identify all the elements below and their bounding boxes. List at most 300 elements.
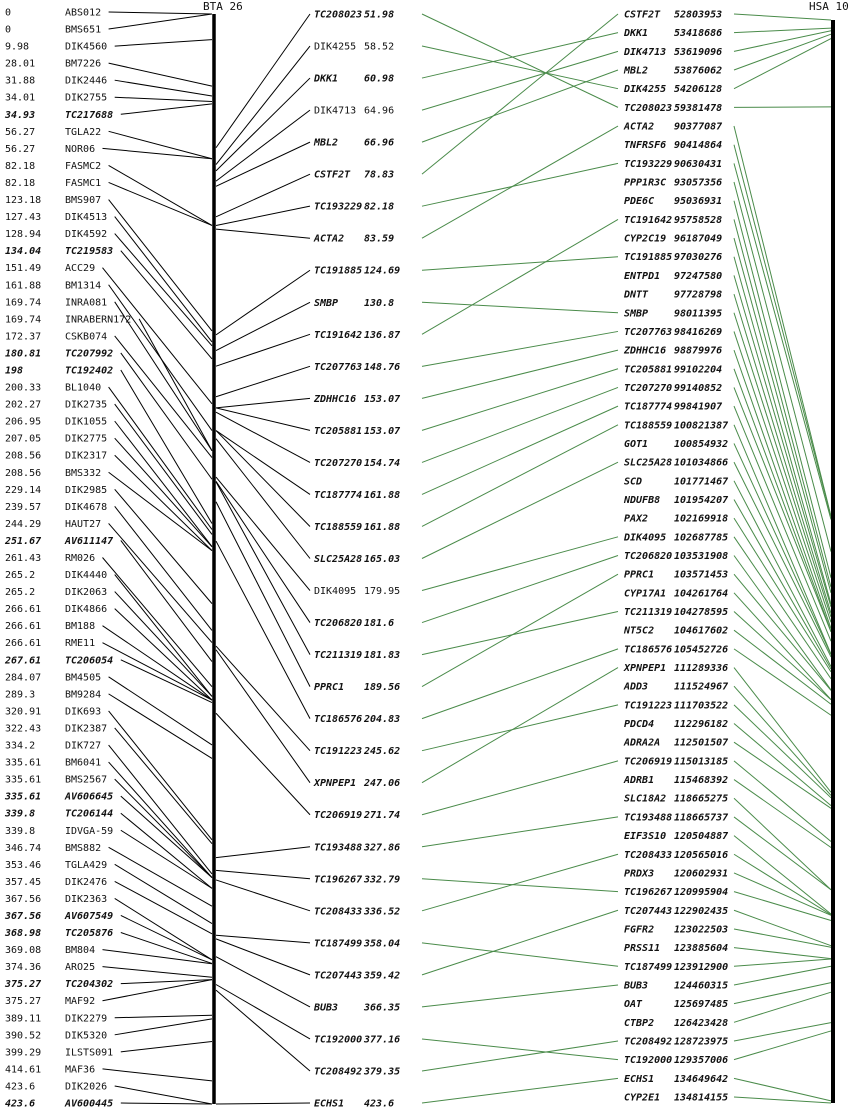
map-gene-name: TC186576	[314, 714, 363, 726]
map-position-line	[216, 650, 310, 783]
map-position-line	[216, 847, 310, 858]
map-position-line	[216, 78, 310, 171]
synteny-line	[422, 387, 618, 462]
marker-name: BM7226	[65, 58, 102, 70]
map-gene-position: 359.42	[364, 970, 401, 982]
hsa-gene-bp: 104617602	[674, 625, 729, 637]
marker-leader-line	[103, 980, 213, 1001]
marker-position-cm: 357.45	[5, 876, 42, 888]
hsa-gene-bp: 90414864	[674, 140, 723, 152]
synteny-line	[422, 537, 618, 591]
map-position-line	[216, 229, 310, 238]
map-gene-name: ECHS1	[314, 1098, 345, 1110]
marker-position-cm: 266.61	[5, 638, 42, 650]
map-position-line	[216, 408, 310, 431]
map-position-line	[216, 14, 310, 148]
hsa-gene-bp: 120602931	[674, 868, 729, 880]
map-gene-position: 189.56	[364, 682, 401, 694]
marker-position-cm: 369.08	[5, 945, 42, 957]
hsa-position-line	[734, 929, 831, 947]
synteny-line	[422, 406, 618, 494]
marker-leader-line	[115, 438, 212, 547]
marker-name: ARO25	[65, 962, 96, 974]
marker-name: TC206144	[65, 808, 114, 820]
marker-leader-line	[103, 967, 213, 978]
hsa-position-line	[734, 31, 831, 52]
map-gene-position: 82.18	[364, 201, 395, 213]
map-position-line	[216, 110, 310, 181]
hsa-gene-name: MBL2	[624, 65, 649, 77]
synteny-line	[422, 46, 618, 89]
map-position-line	[216, 935, 310, 943]
map-gene-position: 66.96	[364, 137, 395, 149]
map-gene-position: 51.98	[364, 9, 395, 21]
synteny-line	[422, 331, 618, 366]
hsa-gene-bp: 53876062	[674, 65, 723, 77]
marker-leader-line	[109, 165, 212, 225]
marker-name: TC219583	[65, 246, 114, 258]
marker-name: ACC29	[65, 263, 96, 275]
marker-name: DIK2775	[65, 433, 108, 445]
map-position-line	[216, 302, 310, 350]
marker-position-cm: 0	[5, 7, 12, 19]
marker-position-cm: 335.61	[5, 757, 42, 769]
map-position-line	[216, 46, 310, 165]
marker-name: DIK2063	[65, 587, 108, 599]
map-gene-position: 83.59	[364, 233, 395, 245]
hsa-gene-bp: 101954207	[674, 494, 729, 506]
marker-name: INRABERN172	[65, 314, 132, 326]
hsa-position-line	[734, 705, 831, 798]
marker-position-cm: 368.98	[5, 928, 42, 940]
synteny-line	[422, 879, 618, 892]
map-position-line	[216, 431, 310, 495]
hsa-gene-bp: 54206128	[674, 84, 723, 96]
marker-leader-line	[115, 1019, 212, 1035]
marker-name: TC217688	[65, 109, 114, 121]
marker-name: DIK4592	[65, 229, 108, 241]
hsa-gene-name: CYP2C19	[624, 233, 667, 245]
marker-name: AV606645	[65, 791, 114, 803]
map-gene-position: 423.6	[364, 1098, 395, 1110]
map-position-line	[216, 502, 310, 687]
hsa-gene-name: TC193488	[624, 812, 673, 824]
hsa-position-line	[734, 350, 831, 628]
marker-position-cm: 229.14	[5, 484, 42, 496]
marker-name: NOR06	[65, 143, 96, 155]
synteny-line	[422, 985, 618, 1007]
map-gene-name: TC207443	[314, 970, 363, 982]
hsa-gene-bp: 99102204	[674, 364, 723, 376]
hsa-gene-name: TC191885	[624, 252, 673, 264]
marker-name: DIK4513	[65, 212, 108, 224]
hsa-gene-bp: 100854932	[674, 438, 729, 450]
map-position-line	[216, 142, 310, 186]
hsa-position-line	[734, 34, 831, 70]
marker-position-cm: 266.61	[5, 621, 42, 633]
hsa-position-line	[734, 39, 831, 89]
marker-position-cm: 34.93	[5, 109, 36, 121]
hsa-chromosome-label: HSA 10	[809, 0, 849, 13]
hsa-gene-name: TC187774	[624, 401, 673, 413]
map-position-line	[216, 646, 310, 751]
map-position-line	[216, 174, 310, 217]
hsa-gene-name: CSTF2T	[624, 9, 661, 21]
hsa-gene-name: XPNPEP1	[624, 663, 667, 675]
hsa-gene-bp: 105452726	[674, 644, 729, 656]
map-gene-position: 332.79	[364, 874, 401, 886]
marker-name: DIK693	[65, 706, 102, 718]
hsa-gene-bp: 123912900	[674, 961, 729, 973]
map-gene-position: 336.52	[364, 906, 401, 918]
hsa-gene-name: GOT1	[624, 438, 649, 450]
hsa-gene-bp: 101771467	[674, 476, 729, 488]
hsa-gene-name: TC191642	[624, 214, 673, 226]
synteny-line	[422, 705, 618, 751]
hsa-position-line	[734, 145, 831, 517]
marker-position-cm: 375.27	[5, 979, 42, 991]
hsa-position-line	[734, 966, 831, 985]
map-gene-name: TC207270	[314, 457, 363, 469]
marker-position-cm: 200.33	[5, 382, 42, 394]
hsa-gene-bp: 118665275	[674, 793, 729, 805]
hsa-gene-bp: 112296182	[674, 719, 729, 731]
map-gene-position: 130.8	[364, 297, 395, 309]
marker-name: DIK727	[65, 740, 102, 752]
marker-name: RM026	[65, 553, 96, 564]
marker-name: BMS651	[65, 24, 102, 36]
map-gene-position: 136.87	[364, 329, 401, 341]
hsa-gene-bp: 52803953	[674, 9, 723, 21]
hsa-gene-bp: 111703522	[674, 700, 729, 712]
hsa-gene-name: PRSS11	[624, 943, 661, 955]
hsa-gene-name: TC208023	[624, 102, 673, 114]
map-position-line	[216, 957, 310, 1007]
hsa-position-line	[734, 742, 831, 808]
map-gene-position: 154.74	[364, 457, 401, 469]
marker-position-cm: 208.56	[5, 467, 42, 479]
map-gene-name: TC211319	[314, 650, 363, 662]
map-gene-name: TC208492	[314, 1066, 363, 1078]
marker-name: BM188	[65, 621, 96, 633]
hsa-position-line	[734, 1023, 831, 1041]
hsa-gene-bp: 120995904	[674, 887, 729, 899]
synteny-line	[422, 817, 618, 847]
marker-position-cm: 320.91	[5, 706, 42, 718]
hsa-gene-name: DNTT	[624, 289, 649, 301]
marker-leader-line	[115, 575, 212, 697]
map-gene-name: XPNPEP1	[314, 778, 357, 790]
marker-leader-line	[139, 319, 212, 451]
hsa-gene-bp: 122902435	[674, 905, 729, 917]
marker-position-cm: 266.61	[5, 604, 42, 616]
map-gene-name: CSTF2T	[314, 169, 351, 181]
hsa-gene-name: SCD	[624, 476, 643, 488]
map-gene-position: 247.06	[364, 778, 401, 790]
marker-name: DIK4560	[65, 41, 108, 53]
hsa-gene-bp: 134814155	[674, 1092, 729, 1104]
hsa-gene-bp: 99841907	[674, 401, 723, 413]
map-gene-position: 153.07	[364, 425, 401, 437]
marker-position-cm: 9.98	[5, 41, 30, 53]
hsa-gene-name: ENTPD1	[624, 270, 661, 282]
map-gene-position: 165.03	[364, 554, 401, 565]
marker-name: TGLA429	[65, 859, 108, 871]
map-position-line	[216, 270, 310, 335]
marker-name: BMS332	[65, 467, 102, 479]
map-gene-name: TC191885	[314, 265, 363, 277]
map-gene-position: 327.86	[364, 842, 401, 854]
map-position-line	[216, 398, 310, 408]
map-position-line	[216, 880, 310, 911]
hsa-position-line	[734, 1031, 831, 1060]
marker-position-cm: 127.43	[5, 212, 42, 224]
hsa-gene-bp: 98416269	[674, 326, 723, 338]
map-gene-name: TC196267	[314, 874, 363, 886]
marker-position-cm: 206.95	[5, 416, 42, 428]
hsa-gene-bp: 99140852	[674, 382, 723, 394]
map-position-line	[216, 206, 310, 225]
synteny-line	[422, 854, 618, 911]
hsa-position-line	[734, 724, 831, 806]
map-gene-position: 60.98	[364, 73, 395, 85]
hsa-gene-name: TC187499	[624, 961, 673, 973]
hsa-position-line	[734, 836, 831, 914]
marker-position-cm: 151.49	[5, 263, 42, 275]
hsa-gene-name: PDCD4	[624, 719, 655, 731]
hsa-gene-name: DKK1	[624, 28, 649, 40]
marker-leader-line	[121, 830, 212, 888]
map-position-line	[216, 431, 310, 527]
hsa-position-line	[734, 798, 831, 890]
marker-name: ILSTS091	[65, 1047, 114, 1059]
synteny-line	[422, 33, 618, 78]
marker-leader-line	[115, 506, 212, 630]
synteny-line	[422, 425, 618, 527]
map-gene-name: DIK4095	[314, 586, 357, 598]
hsa-gene-bp: 102169918	[674, 513, 729, 525]
map-position-line	[216, 713, 310, 814]
map-gene-name: PPRC1	[314, 682, 345, 694]
marker-position-cm: 123.18	[5, 195, 42, 207]
map-gene-name: TC208433	[314, 906, 363, 918]
hsa-gene-name: TC186576	[624, 644, 673, 656]
marker-position-cm: 0	[5, 24, 12, 36]
hsa-gene-name: TNFRSF6	[624, 140, 667, 152]
marker-position-cm: 244.29	[5, 518, 42, 530]
marker-leader-line	[115, 40, 212, 46]
marker-position-cm: 56.27	[5, 143, 36, 155]
hsa-gene-bp: 97728798	[674, 289, 723, 301]
synteny-line	[422, 574, 618, 686]
marker-position-cm: 207.05	[5, 433, 42, 445]
hsa-gene-bp: 120504887	[674, 831, 729, 843]
hsa-gene-name: TC207443	[624, 905, 673, 917]
hsa-position-line	[734, 257, 831, 604]
map-gene-name: DIK4713	[314, 105, 357, 117]
hsa-gene-bp: 93057356	[674, 177, 723, 189]
hsa-gene-name: ADRA2A	[624, 737, 661, 749]
map-gene-name: TC207763	[314, 361, 363, 373]
marker-name: DIK2755	[65, 92, 108, 104]
map-position-line	[216, 481, 310, 622]
hsa-position-line	[734, 462, 831, 657]
hsa-gene-name: TC208433	[624, 849, 673, 861]
marker-leader-line	[115, 1086, 212, 1104]
hsa-gene-name: SLC18A2	[624, 793, 667, 805]
hsa-gene-bp: 96187049	[674, 233, 723, 245]
marker-position-cm: 339.8	[5, 825, 36, 837]
map-gene-position: 58.52	[364, 41, 395, 53]
synteny-line	[422, 302, 618, 312]
marker-name: MAF36	[65, 1064, 96, 1076]
marker-name: DIK2985	[65, 484, 108, 496]
map-gene-position: 204.83	[364, 714, 401, 726]
hsa-gene-bp: 115013185	[674, 756, 729, 768]
map-gene-name: TC188559	[314, 521, 363, 533]
hsa-gene-bp: 125697485	[674, 999, 729, 1011]
synteny-line	[422, 369, 618, 431]
hsa-gene-name: PDE6C	[624, 196, 655, 208]
hsa-gene-name: ACTA2	[624, 121, 655, 133]
hsa-position-line	[734, 910, 831, 945]
marker-name: DIK2317	[65, 450, 108, 462]
hsa-gene-bp: 59381478	[674, 102, 723, 114]
marker-name: AV611147	[65, 535, 114, 547]
marker-leader-line	[121, 540, 212, 661]
hsa-gene-name: NDUFB8	[624, 494, 661, 506]
hsa-gene-bp: 124460315	[674, 980, 729, 992]
marker-name: DIK2387	[65, 723, 108, 735]
map-position-line	[216, 366, 310, 396]
hsa-gene-name: TC206820	[624, 551, 673, 562]
marker-name: DIK2363	[65, 893, 108, 905]
map-gene-name: TC187499	[314, 938, 363, 950]
marker-position-cm: 334.2	[5, 740, 36, 752]
map-position-line	[216, 1103, 310, 1104]
map-gene-name: TC193488	[314, 842, 363, 854]
hsa-gene-bp: 104261764	[674, 588, 729, 600]
marker-position-cm: 208.56	[5, 450, 42, 462]
marker-leader-line	[115, 864, 212, 923]
hsa-position-line	[734, 593, 831, 700]
marker-position-cm: 423.6	[5, 1098, 36, 1110]
synteny-line	[422, 943, 618, 966]
hsa-gene-bp: 102687785	[674, 532, 729, 544]
map-gene-name: DKK1	[314, 73, 339, 85]
marker-leader-line	[121, 796, 212, 877]
map-gene-position: 245.62	[364, 746, 401, 758]
map-position-line	[216, 477, 310, 590]
map-gene-position: 181.6	[364, 618, 395, 630]
hsa-gene-name: TC206919	[624, 756, 673, 768]
hsa-gene-name: DIK4095	[624, 532, 667, 544]
map-gene-position: 64.96	[364, 105, 395, 117]
hsa-gene-bp: 95036931	[674, 196, 723, 208]
marker-position-cm: 251.67	[5, 535, 42, 547]
hsa-gene-bp: 103531908	[674, 551, 729, 562]
hsa-gene-name: TC208492	[624, 1036, 673, 1048]
synteny-line	[422, 668, 618, 783]
marker-leader-line	[109, 131, 212, 158]
hsa-position-line	[734, 201, 831, 578]
hsa-position-line	[734, 649, 831, 715]
marker-leader-line	[103, 643, 213, 700]
synteny-line	[422, 219, 618, 334]
marker-leader-line	[115, 234, 212, 346]
synteny-line	[422, 1078, 618, 1103]
hsa-gene-bp: 123885604	[674, 943, 729, 955]
synteny-line	[422, 462, 618, 558]
marker-name: TC207992	[65, 348, 114, 360]
marker-name: DIK2026	[65, 1081, 108, 1093]
map-position-line	[216, 870, 310, 878]
marker-name: TC205876	[65, 928, 114, 940]
synteny-line	[422, 257, 618, 270]
marker-position-cm: 82.18	[5, 177, 36, 189]
marker-position-cm: 389.11	[5, 1013, 42, 1025]
marker-name: ABS012	[65, 7, 102, 19]
marker-leader-line	[109, 745, 212, 874]
hsa-gene-name: SLC25A28	[624, 457, 673, 469]
marker-name: DIK5320	[65, 1030, 108, 1042]
marker-position-cm: 169.74	[5, 314, 42, 326]
marker-position-cm: 265.2	[5, 570, 36, 582]
synteny-line	[422, 1039, 618, 1060]
marker-leader-line	[103, 558, 213, 687]
marker-position-cm: 161.88	[5, 280, 42, 292]
hsa-gene-name: TC193229	[624, 158, 673, 170]
marker-leader-line	[115, 1015, 212, 1018]
map-gene-position: 377.16	[364, 1034, 401, 1046]
hsa-gene-name: SMBP	[624, 308, 649, 320]
hsa-gene-bp: 104278595	[674, 607, 729, 619]
marker-name: BM9284	[65, 689, 102, 701]
marker-name: TC192402	[65, 365, 114, 377]
marker-name: BMS2567	[65, 774, 108, 786]
marker-name: BMS882	[65, 842, 102, 854]
hsa-gene-name: BUB3	[624, 980, 649, 992]
hsa-position-line	[734, 107, 831, 108]
marker-position-cm: 346.74	[5, 842, 42, 854]
hsa-gene-name: TC192000	[624, 1055, 673, 1067]
hsa-gene-bp: 98011395	[674, 308, 723, 320]
marker-name: DIK2735	[65, 399, 108, 411]
marker-leader-line	[115, 97, 212, 101]
map-gene-name: TC191223	[314, 746, 363, 758]
marker-name: MAF92	[65, 996, 96, 1008]
marker-position-cm: 339.8	[5, 808, 36, 820]
marker-position-cm: 367.56	[5, 910, 42, 922]
marker-name: CSKB074	[65, 331, 108, 343]
marker-leader-line	[103, 1069, 213, 1081]
hsa-gene-name: PPRC1	[624, 569, 655, 581]
marker-position-cm: 28.01	[5, 58, 36, 70]
hsa-gene-bp: 101034866	[674, 457, 729, 469]
hsa-gene-name: ZDHHC16	[624, 345, 667, 357]
marker-name: BM6041	[65, 757, 102, 769]
marker-position-cm: 335.61	[5, 774, 42, 786]
marker-position-cm: 56.27	[5, 126, 36, 138]
map-gene-name: MBL2	[314, 137, 339, 149]
map-gene-position: 181.83	[364, 650, 401, 662]
marker-name: FASMC2	[65, 160, 102, 172]
marker-name: HAUT27	[65, 518, 102, 530]
hsa-gene-bp: 111524967	[674, 681, 729, 693]
marker-name: DIK2476	[65, 876, 108, 888]
hsa-gene-name: FGFR2	[624, 924, 655, 936]
hsa-position-line	[734, 948, 831, 959]
